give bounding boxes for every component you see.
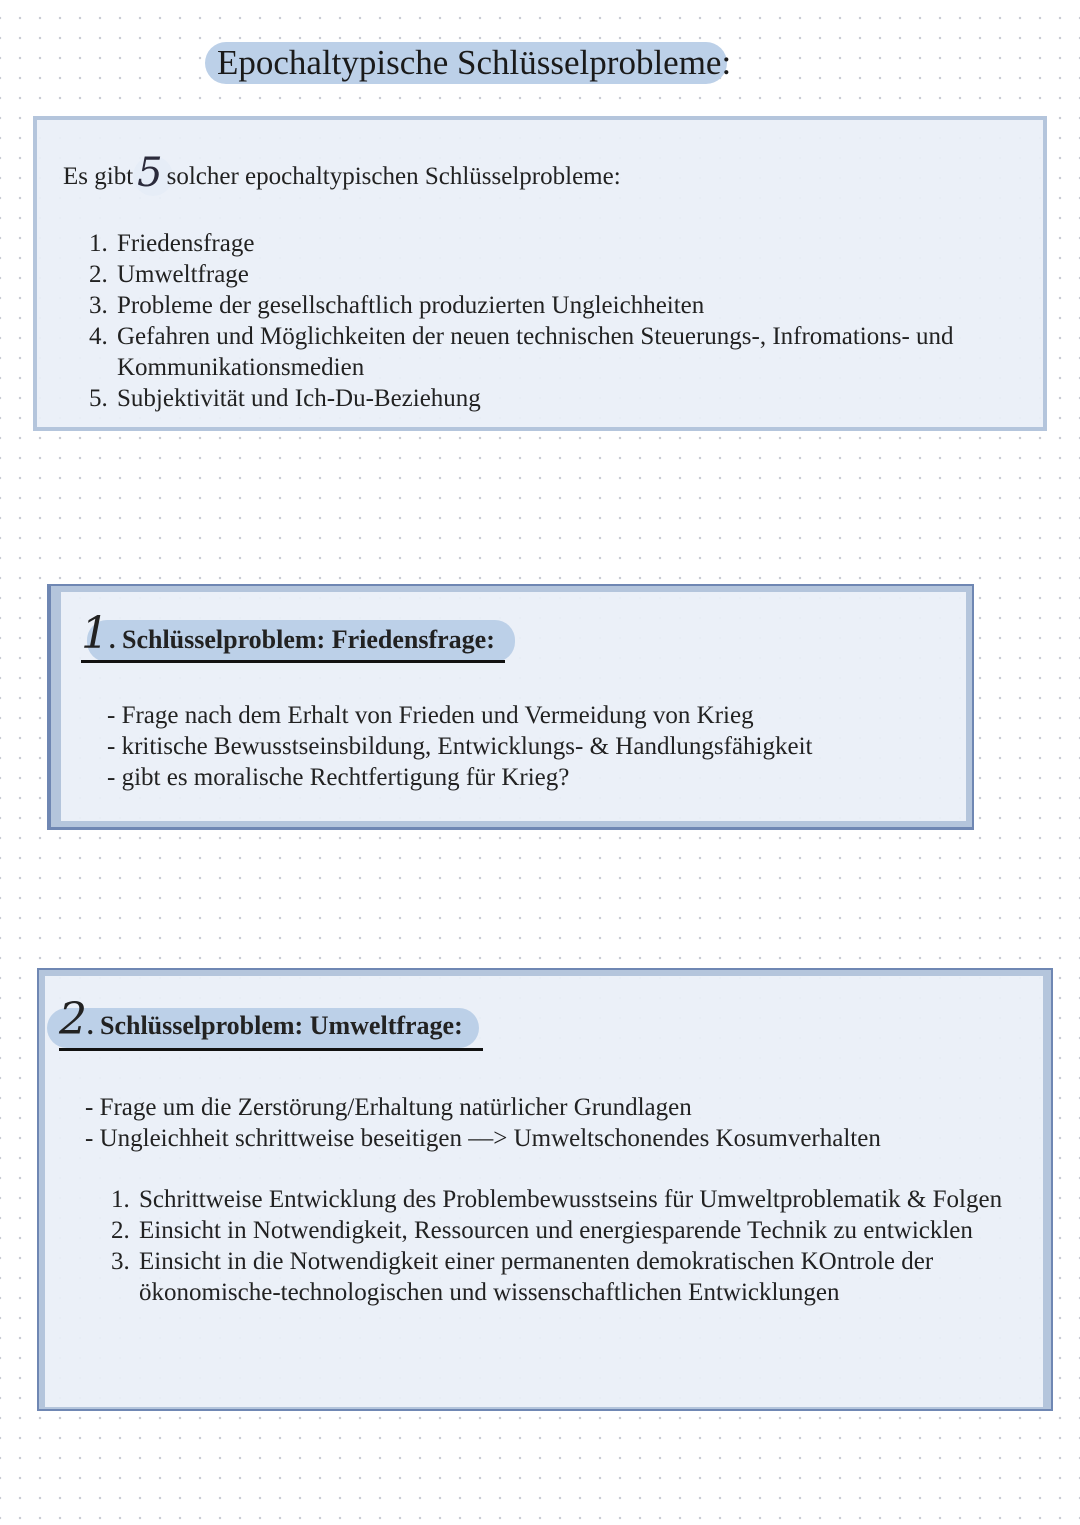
umweltfrage-box: [37, 968, 1053, 1411]
list-item: - Ungleichheit schrittweise beseitigen —> Umweltschonendes Kosumverhalten: [85, 1125, 881, 1152]
section-title: . Schlüsselproblem: Friedensfrage:: [109, 625, 495, 654]
item-text: Subjektivität und Ich-Du-Beziehung: [117, 385, 481, 412]
umweltfrage-list: [85, 1092, 881, 1154]
item-text: Probleme der gesellschaftlich produzierten Ungleichheiten: [117, 292, 705, 319]
item-text: Friedensfrage: [117, 230, 255, 257]
item-text: Einsicht in die Notwendigkeit einer permanenten demokratischen KOntrole der ökonomische-technologischen und wissenschaftlichen Entwicklungen: [139, 1248, 934, 1306]
section-title: . Schlüsselproblem: Umweltfrage:: [87, 1011, 463, 1040]
item-number: 5.: [89, 385, 108, 412]
list-item: [111, 1184, 1031, 1215]
list-item: [89, 228, 1029, 259]
umweltfrage-numbered-list: [111, 1184, 1031, 1308]
item-number: 1.: [89, 230, 108, 257]
overview-box: [33, 116, 1047, 431]
list-item: - kritische Bewusstseinsbildung, Entwicklungs- & Handlungsfähigkeit: [107, 733, 813, 760]
item-number: 1.: [111, 1186, 130, 1213]
item-text: Einsicht in Notwendigkeit, Ressourcen und energiesparende Technik zu entwicklen: [139, 1217, 973, 1244]
list-item: [89, 290, 1029, 321]
intro-before: Es gibt: [63, 163, 134, 190]
list-item: [89, 321, 1029, 383]
friedensfrage-list: [107, 700, 812, 793]
page-title: Epochaltypische Schlüsselprobleme:: [217, 43, 732, 82]
list-item: - Frage um die Zerstörung/Erhaltung natürlicher Grundlagen: [85, 1094, 692, 1121]
page-title-wrap: [205, 40, 731, 86]
friedensfrage-box: [47, 584, 974, 830]
item-number: 4.: [89, 323, 108, 350]
overview-list: [89, 228, 1029, 414]
list-item: - gibt es moralische Rechtfertigung für Krieg?: [107, 764, 570, 791]
heading-underline: [59, 1048, 483, 1051]
section-heading: [81, 608, 495, 659]
item-number: 2.: [111, 1217, 130, 1244]
item-number: 3.: [111, 1248, 130, 1275]
overview-intro: [63, 148, 621, 194]
item-text: Gefahren und Möglichkeiten der neuen technischen Steuerungs-, Infromations- und Kommunikationsmedien: [117, 323, 954, 381]
item-number: 3.: [89, 292, 108, 319]
heading-underline: [81, 660, 505, 663]
item-number: 2.: [89, 261, 108, 288]
section-number: 1: [81, 608, 109, 659]
section-number: 2: [59, 994, 87, 1045]
list-item: [111, 1215, 1031, 1246]
item-text: Umweltfrage: [117, 261, 249, 288]
list-item: [111, 1246, 1031, 1308]
item-text: Schrittweise Entwicklung des Problembewusstseins für Umweltproblematik & Folgen: [139, 1186, 1003, 1213]
intro-after: solcher epochaltypischen Schlüsselprobleme:: [166, 163, 621, 190]
list-item: - Frage nach dem Erhalt von Frieden und Vermeidung von Krieg: [107, 702, 754, 729]
count-number: 5: [137, 150, 163, 196]
list-item: [89, 383, 1029, 414]
list-item: [89, 259, 1029, 290]
section-heading: [59, 994, 463, 1045]
